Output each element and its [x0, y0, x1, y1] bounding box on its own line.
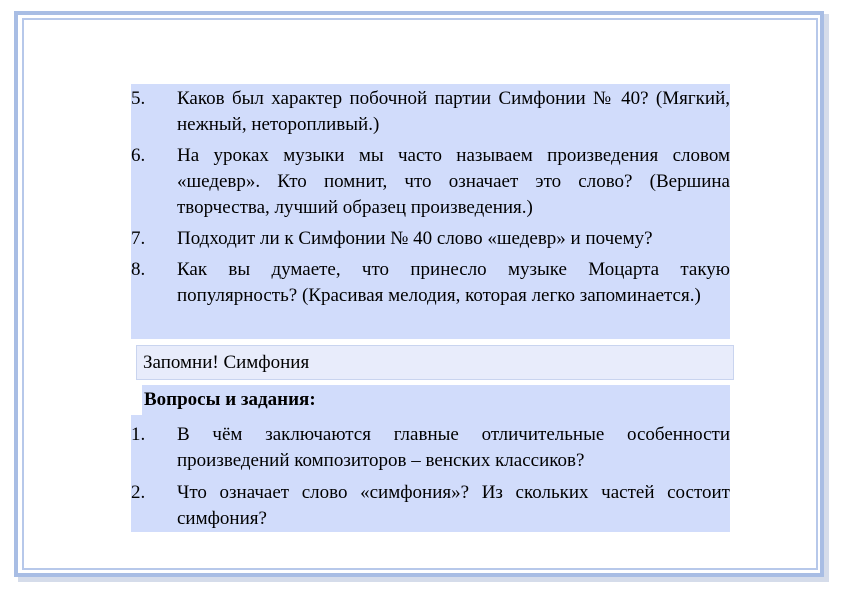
question-number: 6. [131, 145, 146, 166]
question-number: 8. [131, 259, 146, 280]
question-2 [131, 480, 730, 532]
question-1 [131, 422, 730, 474]
questions-bottom-block [131, 415, 730, 532]
question-text: На уроках музыки мы часто называем произведения словом «шедевр». Кто помнит, что означает это слово? (Вершина творчества, лучший образец произведения.) [177, 145, 730, 218]
frame-shadow-bottom [18, 577, 829, 582]
question-number: 1. [131, 424, 146, 445]
question-text: В чём заключаются главные отличительные особенности произведений композиторов – венских классиков? [177, 424, 730, 471]
question-8 [131, 257, 730, 309]
questions-top-block [131, 84, 730, 339]
question-text: Как вы думаете, что принесло музыке Моцарта такую популярность? (Красивая мелодия, которая легко запоминается.) [177, 259, 730, 306]
frame-shadow-right [824, 14, 829, 582]
question-6 [131, 143, 730, 221]
question-5 [131, 86, 730, 138]
question-text: Каков был характер побочной партии Симфонии № 40? (Мягкий, нежный, неторопливый.) [177, 88, 730, 135]
question-7 [131, 226, 730, 252]
remember-note: Запомни! Симфония [136, 345, 734, 380]
question-number: 5. [131, 88, 146, 109]
question-number: 7. [131, 228, 146, 249]
question-text: Подходит ли к Симфонии № 40 слово «шедевр» и почему? [177, 228, 653, 249]
section-heading: Вопросы и задания: [142, 385, 730, 415]
question-number: 2. [131, 482, 146, 503]
question-text: Что означает слово «симфония»? Из скольких частей состоит симфония? [177, 482, 730, 529]
